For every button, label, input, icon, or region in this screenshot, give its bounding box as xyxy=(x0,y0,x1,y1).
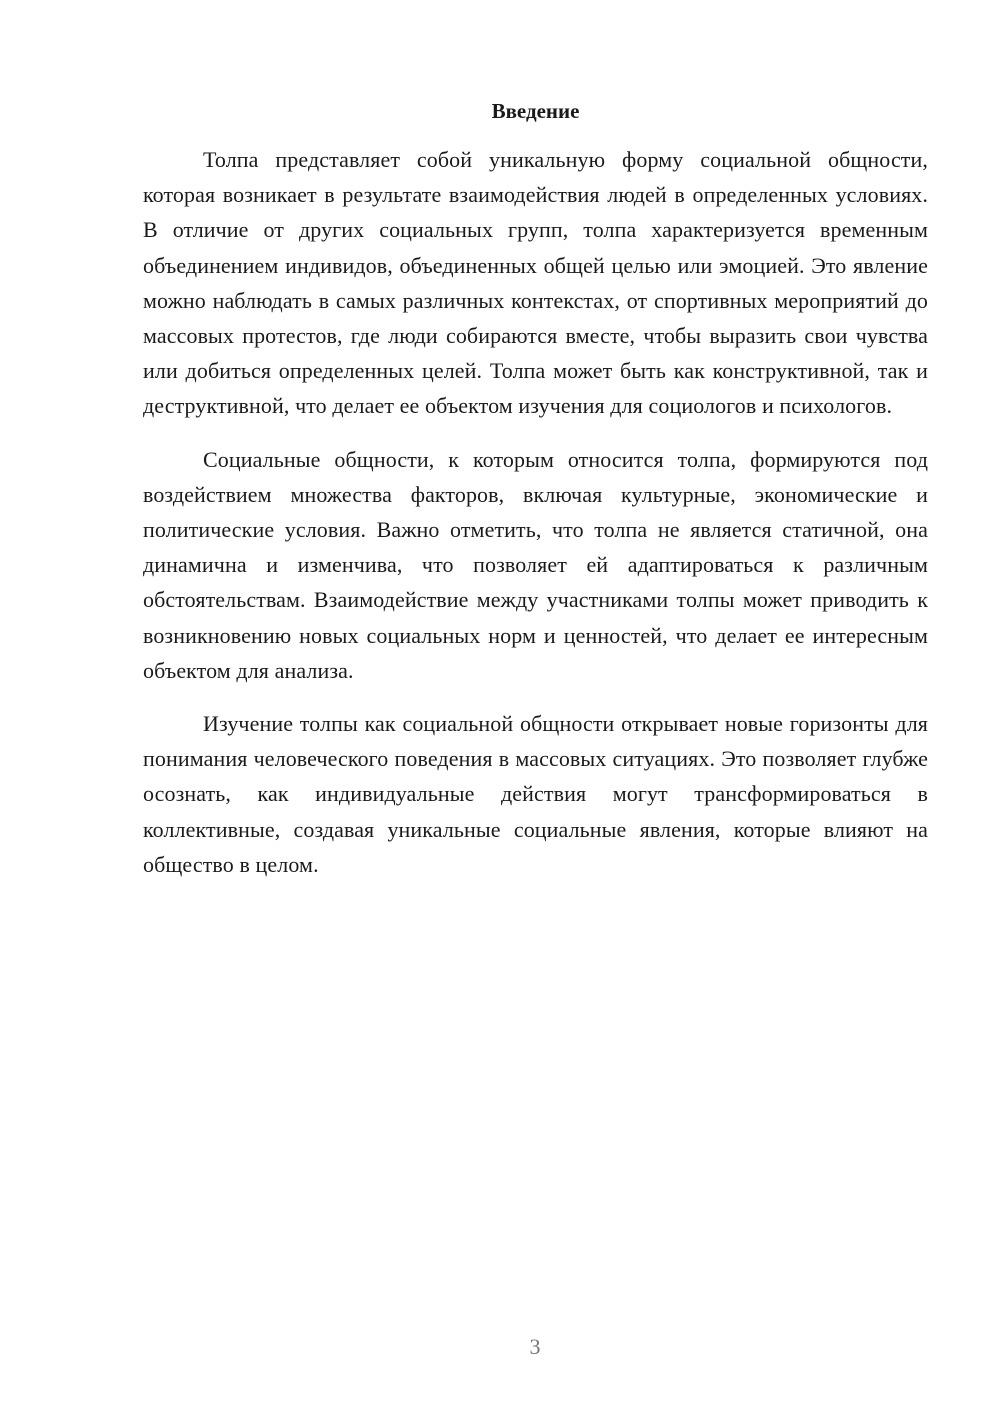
page-number: 3 xyxy=(529,1334,541,1359)
section-heading: Введение xyxy=(491,99,580,123)
paragraph-2: Социальные общности, к которым относится толпа, формируются под воздействием множества факторов, включая культурные, экономические и политические условия. Важно отметить, что толпа не является статичной, она динамична и изменчива, что позволяет ей адаптироваться к различным обстоятельствам. Взаимодействие между участниками толпы может приводить к возникновению новых социальных норм и ценностей, что делает ее интересным объектом для анализа. xyxy=(143,446,928,683)
document-page xyxy=(143,96,928,900)
paragraph-3: Изучение толпы как социальной общности открывает новые горизонты для понимания человеческого поведения в массовых ситуациях. Это позволяет глубже осознать, как индивидуальные действия могут трансформироваться в коллективные, создавая уникальные социальные явления, которые влияют на общество в целом. xyxy=(143,711,928,877)
paragraph-1: Толпа представляет собой уникальную форму социальной общности, которая возникает в результате взаимодействия людей в определенных условиях. В отличие от других социальных групп, толпа характеризуется временным объединением индивидов, объединенных общей целью или эмоцией. Это явление можно наблюдать в самых различных контекстах, от спортивных мероприятий до массовых протестов, где люди собираются вместе, чтобы выразить свои чувства или добиться определенных целей. Толпа может быть как конструктивной, так и деструктивной, что делает ее объектом изучения для социологов и психологов. xyxy=(143,147,928,419)
